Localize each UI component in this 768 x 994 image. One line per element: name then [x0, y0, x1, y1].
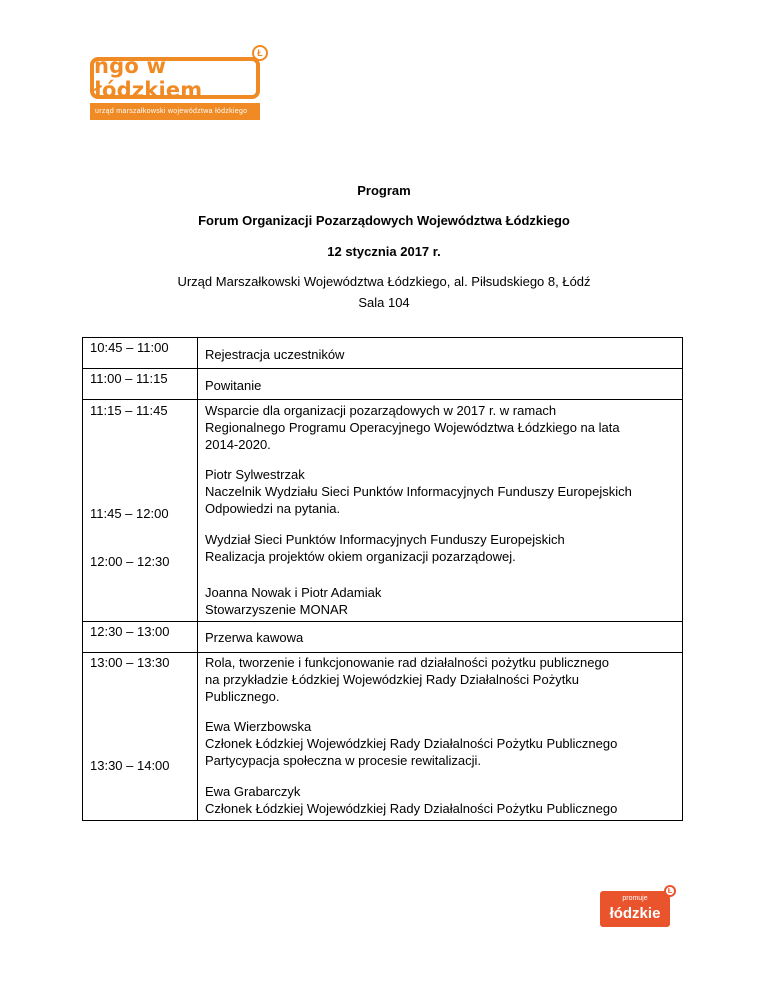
schedule-time: 12:30 – 13:00 [90, 624, 170, 639]
row-separator [83, 368, 682, 369]
ngo-logo-badge-icon: Ł [252, 45, 268, 61]
schedule-item: Wsparcie dla organizacji pozarządowych w 2017 r. w ramach [205, 403, 557, 418]
ngo-logo-text: ngo w łódzkiem [94, 54, 203, 102]
speaker-role: Wydział Sieci Punktów Informacyjnych Funduszy Europejskich [205, 532, 565, 547]
event-date: 12 stycznia 2017 r. [327, 244, 441, 259]
row-separator [83, 652, 682, 653]
promuje-lodzkie-box [600, 891, 670, 927]
schedule-item: Rola, tworzenie i funkcjonowanie rad działalności pożytku publicznego [205, 655, 609, 670]
schedule-item: Partycypacja społeczna w procesie rewitalizacji. [205, 753, 482, 768]
schedule-table [82, 337, 683, 821]
ngo-logo [90, 45, 272, 123]
schedule-item: Odpowiedzi na pytania. [205, 501, 341, 516]
speaker-name: Piotr Sylwestrzak [205, 467, 305, 482]
schedule-time: 12:00 – 12:30 [90, 554, 170, 569]
speaker-role: Członek Łódzkiej Wojewódzkiej Rady Działalności Pożytku Publicznego [205, 736, 618, 751]
lodzkie-badge-icon: Ł [664, 885, 676, 897]
event-room: Sala 104 [358, 295, 410, 310]
schedule-item: Publicznego. [205, 689, 280, 704]
schedule-item: 2014-2020. [205, 437, 271, 452]
speaker-name: Ewa Wierzbowska [205, 719, 312, 734]
schedule-time: 11:45 – 12:00 [90, 506, 169, 521]
schedule-time: 13:00 – 13:30 [90, 655, 170, 670]
promuje-lodzkie-logo [600, 885, 678, 929]
table-divider [197, 338, 198, 820]
speaker-name: Ewa Grabarczyk [205, 784, 301, 799]
row-separator [83, 399, 682, 400]
schedule-time: 10:45 – 11:00 [90, 340, 169, 355]
speaker-role: Naczelnik Wydziału Sieci Punktów Informacyjnych Funduszy Europejskich [205, 484, 632, 499]
promuje-text: promuje [622, 895, 648, 902]
ngo-logo-strip: urząd marszałkowski województwa łódzkiego [90, 103, 260, 120]
speaker-role: Członek Łódzkiej Wojewódzkiej Rady Działalności Pożytku Publicznego [205, 801, 618, 816]
schedule-time: 11:15 – 11:45 [90, 403, 168, 418]
event-venue: Urząd Marszałkowski Województwa Łódzkiego, al. Piłsudskiego 8, Łódź [177, 274, 591, 289]
schedule-time: 13:30 – 14:00 [90, 758, 170, 773]
schedule-item: Realizacja projektów okiem organizacji pozarządowej. [205, 549, 516, 564]
schedule-item: Rejestracja uczestników [205, 347, 345, 362]
ngo-logo-box [90, 54, 260, 102]
row-separator [83, 621, 682, 622]
speaker-role: Stowarzyszenie MONAR [205, 602, 349, 617]
schedule-item: Przerwa kawowa [205, 630, 304, 645]
speaker-name: Joanna Nowak i Piotr Adamiak [205, 585, 382, 600]
schedule-item: Powitanie [205, 378, 262, 393]
forum-title: Forum Organizacji Pozarządowych Województwa Łódzkiego [198, 213, 570, 228]
program-title: Program [357, 183, 411, 198]
schedule-item: na przykładzie Łódzkiej Wojewódzkiej Rady Działalności Pożytku [205, 672, 580, 687]
lodzkie-text: łódzkie [609, 905, 661, 922]
schedule-time: 11:00 – 11:15 [90, 371, 168, 386]
schedule-item: Regionalnego Programu Operacyjnego Województwa Łódzkiego na lata [205, 420, 620, 435]
